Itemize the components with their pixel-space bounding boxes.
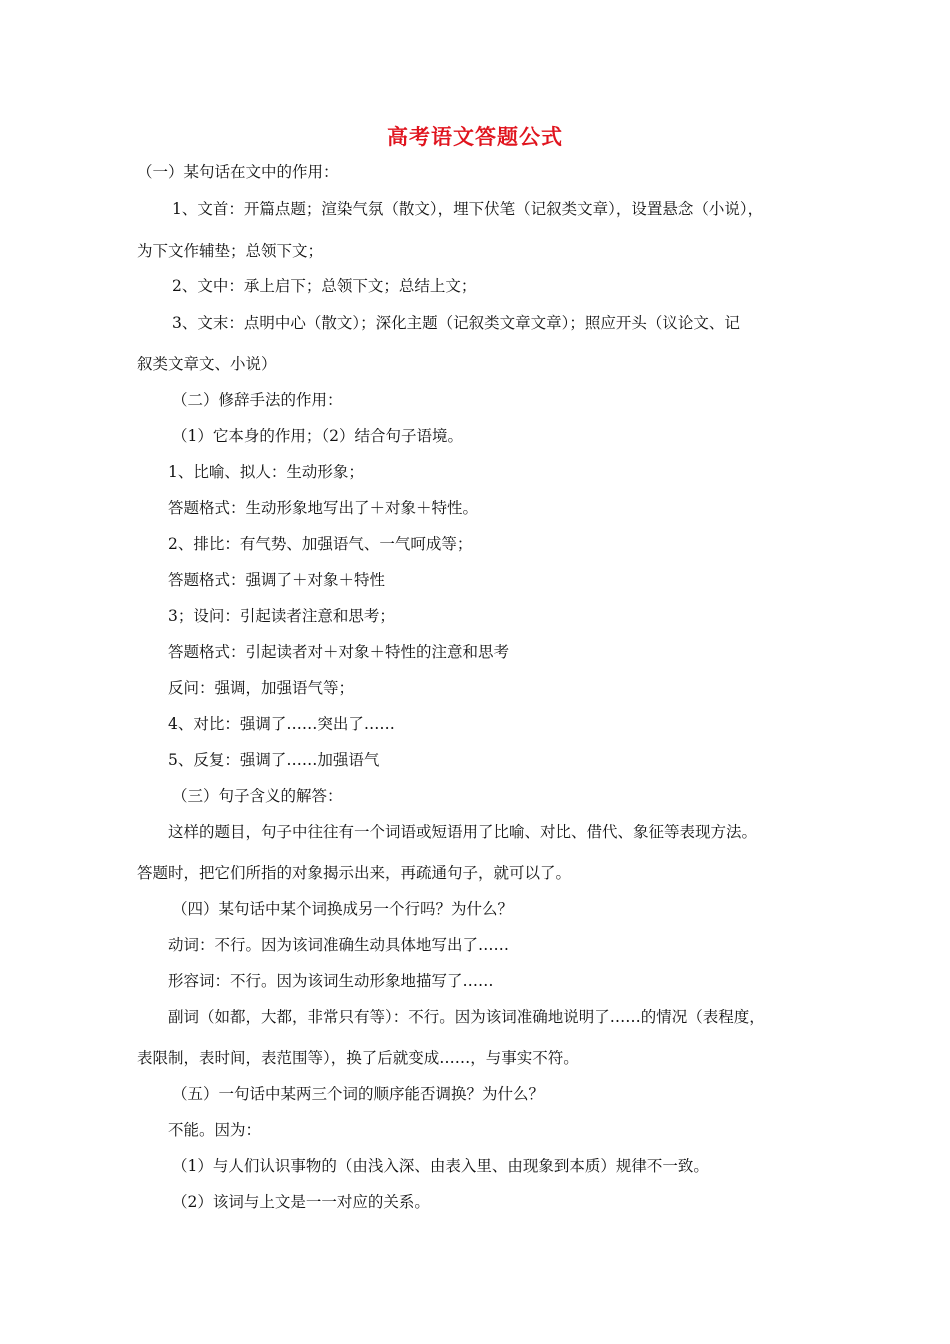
paragraph-line: 为下文作辅垫；总领下文；	[137, 242, 324, 260]
paragraph-line: 不能。因为：	[168, 1121, 262, 1139]
paragraph-line: 3；设问：引起读者注意和思考；	[168, 607, 395, 625]
paragraph-line: 4、对比：强调了……突出了……	[168, 715, 395, 733]
paragraph-line: 叙类文章文、小说）	[137, 355, 277, 373]
paragraph-line: （1）它本身的作用；（2）结合句子语境。	[172, 427, 463, 445]
paragraph-line: 副词（如都，大都，非常只有等）：不行。因为该词准确地说明了……的情况（表程度，	[168, 1008, 765, 1026]
paragraph-line: 答题格式：引起读者对＋对象＋特性的注意和思考	[168, 643, 510, 661]
paragraph-line: 2、排比：有气势、加强语气、一气呵成等；	[168, 535, 473, 553]
section-heading-4: （四）某句话中某个词换成另一个行吗？为什么？	[172, 900, 514, 918]
section-heading-2: （二）修辞手法的作用：	[172, 391, 343, 409]
section-heading-1: （一）某句话在文中的作用：	[137, 163, 339, 181]
paragraph-line: 形容词：不行。因为该词生动形象地描写了……	[168, 972, 494, 990]
document-title: 高考语文答题公式	[387, 125, 563, 149]
paragraph-line: （2）该词与上文是一一对应的关系。	[172, 1193, 430, 1211]
paragraph-line: 答题格式：生动形象地写出了＋对象＋特性。	[168, 499, 479, 517]
paragraph-line: 答题格式：强调了＋对象＋特性	[168, 571, 386, 589]
paragraph-line: 动词：不行。因为该词准确生动具体地写出了……	[168, 936, 510, 954]
section-heading-3: （三）句子含义的解答：	[172, 787, 343, 805]
paragraph-line: 这样的题目，句子中往往有一个词语或短语用了比喻、对比、借代、象征等表现方法。	[168, 823, 758, 841]
paragraph-line: 2、文中：承上启下；总领下文；总结上文；	[172, 277, 477, 295]
section-heading-5: （五）一句话中某两三个词的顺序能否调换？为什么？	[172, 1085, 545, 1103]
paragraph-line: （1）与人们认识事物的（由浅入深、由表入里、由现象到本质）规律不一致。	[172, 1157, 709, 1175]
paragraph-line: 3、文末：点明中心（散文）；深化主题（记叙类文章文章）；照应开头（议论文、记	[172, 314, 740, 332]
paragraph-line: 答题时，把它们所指的对象揭示出来，再疏通句子，就可以了。	[137, 864, 572, 882]
paragraph-line: 5、反复：强调了……加强语气	[168, 751, 380, 769]
paragraph-line: 1、比喻、拟人：生动形象；	[168, 463, 364, 481]
paragraph-line: 表限制，表时间，表范围等），换了后就变成……，与事实不符。	[137, 1049, 579, 1067]
paragraph-line: 1、文首：开篇点题；渲染气氛（散文），埋下伏笔（记叙类文章），设置悬念（小说），	[172, 200, 764, 218]
paragraph-line: 反问：强调，加强语气等；	[168, 679, 355, 697]
